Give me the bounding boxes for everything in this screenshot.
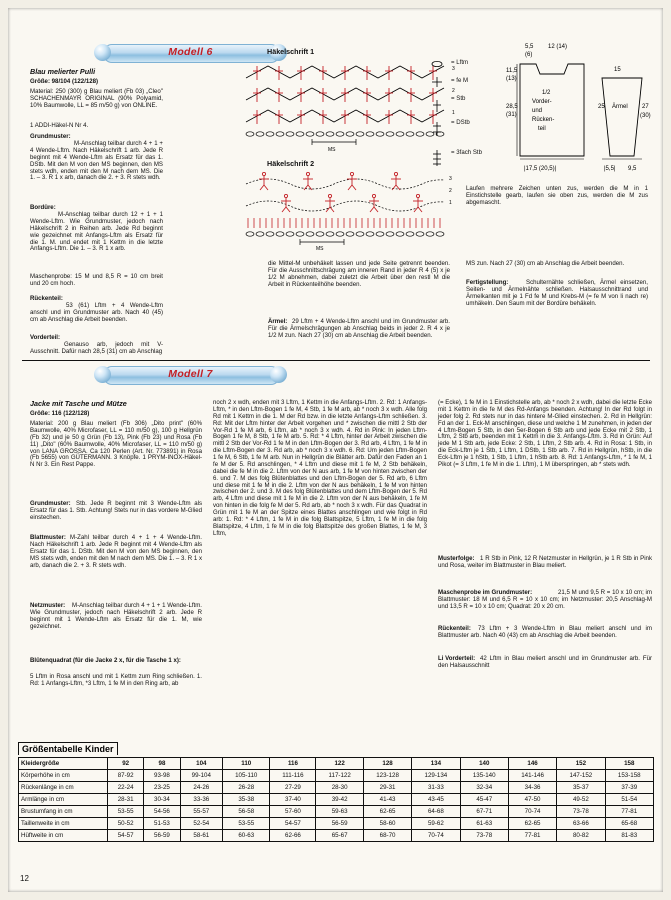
table-cell: 80-82 [557,830,605,842]
table-cell: 70-74 [508,806,556,818]
table-cell: 54-56 [144,806,180,818]
table-cell: 61-63 [460,818,508,830]
size-table-title: Größentabelle Kinder [18,742,118,755]
table-header-cell: 98 [144,758,180,770]
table-cell: 49-52 [557,794,605,806]
svg-text:Vorder-: Vorder- [532,99,552,105]
table-cell: 64-68 [412,806,460,818]
table-header-cell: 158 [605,758,653,770]
table-cell: 153-158 [605,770,653,782]
table-cell: 93-98 [144,770,180,782]
svg-text:Ärmel: Ärmel [612,104,628,110]
table-cell: 77-81 [605,806,653,818]
svg-text:1: 1 [452,110,455,116]
table-cell: 117-122 [316,770,364,782]
modell7-musterfolge-head: Musterfolge: [438,555,475,562]
table-header-cell: 134 [412,758,460,770]
modell6-footer-note: Laufen mehrere Zeichen unten zus, werden die M in 1 Einstichstelle gearb, laufen sie oben zus, werden die M zus abgemascht. [466,185,648,206]
legend-item-2: = Stb [451,95,466,102]
table-cell: 28-30 [316,782,364,794]
modell7-livorderteil-head: Li Vorderteil: [438,655,476,662]
modell6-size: Größe: 98/104 (122/128) [30,78,99,85]
table-cell: 62-65 [508,818,556,830]
table-header-cell: 152 [557,758,605,770]
table-cell: 30-34 [144,794,180,806]
svg-text:Rücken-: Rücken- [532,117,555,123]
svg-text:|5,5|: |5,5| [604,166,616,172]
svg-text:2: 2 [452,88,455,94]
table-header-cell: 110 [222,758,270,770]
modell6-rueckenteil: 53 (61) Lftm + 4 Wende-Lftm anschl und im Grundmuster arb. Nach 40 (45) cm ab Anschlag die Arbeit beenden. [30,302,163,323]
table-cell: 32-34 [460,782,508,794]
table-cell: 27-29 [270,782,316,794]
table-cell: 65-68 [605,818,653,830]
modell6-banner-label: Modell 6 [168,46,213,58]
chart1-label: Häkelschrift 1 [267,47,315,56]
table-cell: 62-66 [270,830,316,842]
table-cell: 59-63 [316,806,364,818]
modell6-fertigstellung: Schulternähte schließen, Ärmel einsetzen, Seiten- und Ärmelnähte schließen. Halsausschnittrand und Ärmelkanten mit je 1 Fd fe M und Krebs-M (= fe M von li nach re) umhäkeln. Den Saum mit der Bordüre behäkeln. [466,279,648,307]
table-cell: 147-152 [557,770,605,782]
table-header-cell: 128 [363,758,411,770]
table-cell: 87-92 [108,770,144,782]
page-surface [8,8,663,892]
modell7-bluetenquadrat-head: Blütenquadrat (für die Jacke 2 x, für die Tasche 1 x): [30,657,181,664]
table-cell: 68-70 [363,830,411,842]
svg-text:(13): (13) [506,76,517,82]
modell7-size: Größe: 116 (122/128) [30,410,90,417]
modell6-vorderteil-head: Vorderteil: [30,334,61,341]
table-cell: 50-52 [108,818,144,830]
table-cell: 135-140 [460,770,508,782]
table-cell: 81-83 [605,830,653,842]
svg-text:(31): (31) [506,112,517,118]
haekelschrift-1-chart [240,58,460,153]
chart2-label: Häkelschrift 2 [267,159,315,168]
table-cell: 53-55 [108,806,144,818]
modell7-blattmuster: M-Zahl teilbar durch 4 + 1 + 4 Wende-Lftm. Nach Häkelschrift 1 arb. Jede R beginnt mit 4 Wende-Lftm als Ersatz für das 1. DStb. Mit den M von den MS beginnen, den MS stets wdh, enden mit den M nach dem MS. Die 1. – 3. R 1 x arb, danach die 2. + 3. R stets wdh. [30,534,202,569]
modell6-title: Blau melierter Pulli [30,67,96,76]
modell6-aermel: 29 Lftm + 4 Wende-Lftm anschl und im Grundmuster arb. Für die Ärmelschrägungen ab Anschlag beids in jeder 2. R 4 x je 1/2 M zun. Nach 27 (30) cm ab Anschlag die Arbeit beenden. [268,318,450,339]
legend-item-0: = Lftm [451,59,469,66]
modell7-maschenprobe-head: Maschenprobe im Grundmuster: [438,589,533,596]
modell6-bordure: M-Anschlag teilbar durch 12 + 1 + 1 Wende-Lftm. Wie Grundmuster, jedoch nach Häkelschrift 2 in Reihen arb. Jede Rd beginnt wie gezeichnet mit Anfangs-Lftm als Ersatz für die 1. M. und endet mit 1 Kettm in die letzte Anfangs-Lftm. Die 1. – 3. R 1 x arb. [30,211,163,253]
table-cell: 54-57 [270,818,316,830]
table-cell: 129-134 [412,770,460,782]
svg-text:5,5: 5,5 [525,44,534,50]
svg-text:und: und [532,108,543,114]
table-cell: 73-78 [557,806,605,818]
svg-text:12 (14): 12 (14) [548,44,568,50]
svg-text:27: 27 [642,104,649,110]
table-cell: 65-67 [316,830,364,842]
modell6-grundmuster-head: Grundmuster: [30,133,71,140]
modell7-blattmuster-head: Blattmuster: [30,534,66,541]
table-row-label: Armlänge in cm [19,794,108,806]
haekelschrift-2-chart [240,170,460,252]
table-cell: 28-31 [108,794,144,806]
table-cell: 59-62 [412,818,460,830]
svg-text:3: 3 [452,66,455,72]
table-cell: 37-39 [605,782,653,794]
section-divider [22,360,650,361]
table-cell: 35-38 [222,794,270,806]
svg-text:15: 15 [614,67,621,73]
table-cell: 29-31 [363,782,411,794]
svg-text:3: 3 [449,176,452,182]
table-row-label: Hüftweite in cm [19,830,108,842]
modell6-bordure-head: Bordüre: [30,204,56,211]
svg-text:25: 25 [598,104,605,110]
table-cell: 62-65 [363,806,411,818]
table-row-label: Rückenlänge in cm [19,782,108,794]
table-cell: 55-57 [180,806,222,818]
table-cell: 111-116 [270,770,316,782]
modell7-bluetenquadrat: 5 Lftm in Rosa anschl und mit 1 Kettm zum Ring schließen. 1. Rd: 1 Anfangs-Lftm, *3 Lftm, 1 fe M in den Ring arb, ab [30,673,202,687]
modell7-netzmuster: M-Anschlag teilbar durch 4 + 1 + 1 Wende-Lftm. Wie Grundmuster, jedoch nach Häkelschrift 2 arb. Jede R beginnt mit 1 Wende-Lftm als Ersatz für die 1. M, wie gezeichnet. [30,602,202,630]
table-cell: 23-25 [144,782,180,794]
modell7-rueckenteil-head: Rückenteil: [438,625,471,632]
table-header-cell: 116 [270,758,316,770]
table-cell: 33-36 [180,794,222,806]
table-cell: 56-59 [316,818,364,830]
size-table-block [18,739,654,842]
svg-text:(6): (6) [525,52,533,58]
table-cell: 37-40 [270,794,316,806]
table-cell: 24-26 [180,782,222,794]
modell7-banner [103,366,278,383]
table-header-cell: 92 [108,758,144,770]
table-cell: 67-71 [460,806,508,818]
modell6-maschenprobe: Maschenprobe: 15 M und 8,5 R = 10 cm breit und 20 cm hoch. [30,273,163,287]
table-header-cell: 140 [460,758,508,770]
table-cell: 35-37 [557,782,605,794]
table-cell: 26-28 [222,782,270,794]
table-cell: 47-50 [508,794,556,806]
table-cell: 58-60 [363,818,411,830]
modell7-grundmuster: Stb. Jede R beginnt mit 3 Wende-Lftm als Ersatz für das 1. Stb. Achtung! Stets nur in das vordere M-Glied einstechen. [30,500,202,521]
modell6-material: Material: 250 (300) g Blau meliert (Fb 03) „Cleo" SCHACHENMAYR ORIGINAL (90% Polyamid, 10% Baumwolle, LL = 85 m/50 g) von ONLINE. [30,88,163,109]
table-cell: 52-54 [180,818,222,830]
table-cell: 56-59 [144,830,180,842]
table-cell: 43-45 [412,794,460,806]
table-cell: 39-42 [316,794,364,806]
table-header-cell: 104 [180,758,222,770]
table-cell: 123-128 [363,770,411,782]
modell6-grundmuster: M-Anschlag teilbar durch 4 + 1 + 4 Wende-Lftm. Nach Häkelschrift 1 arb. Jede R beginnt mit 4 Wende-Lftm als Ersatz für das 1. DStb. Mit den M von den MS beginnen, den MS stets wdh, enden mit den M nach dem MS. Die 1. – 3. R 1 x arb, danach die 2. + 3. R stets wdh. [30,140,163,182]
garment-schema [506,38,654,188]
table-row [19,782,654,794]
svg-text:MS: MS [328,147,336,153]
svg-text:1/2: 1/2 [542,90,551,96]
table-cell: 63-66 [557,818,605,830]
modell7-livorderteil: 42 Lftm in Blau meliert anschl und im Grundmuster arb. Für den Halsausschnitt [438,655,652,669]
table-row [19,770,654,782]
table-cell: 22-24 [108,782,144,794]
table-row [19,794,654,806]
svg-text:|17,5 (20,5)|: |17,5 (20,5)| [524,166,557,172]
modell6-vorderteil: Genauso arb, jedoch mit V-Ausschnitt. Dafür nach 28,5 (31) cm ab Anschlag [30,341,163,355]
table-row [19,830,654,842]
table-cell: 51-53 [144,818,180,830]
table-row-label: Körperhöhe in cm [19,770,108,782]
table-header-cell: 122 [316,758,364,770]
table-cell: 77-81 [508,830,556,842]
modell7-grundmuster-head: Grundmuster: [30,500,71,507]
size-table [18,757,654,842]
table-cell: 53-55 [222,818,270,830]
modell6-rueckenteil-head: Rückenteil: [30,295,63,302]
modell7-netzmuster-head: Netzmuster: [30,602,66,609]
table-cell: 70-74 [412,830,460,842]
svg-text:1: 1 [449,200,452,206]
svg-text:9,5: 9,5 [628,166,637,172]
modell7-musterfolge: 1 R Stb in Pink, 12 R Netzmuster in Hellgrün, je 1 R Stb in Pink und Rosa, weiter im Blattmuster in Blau meliert. [438,555,652,569]
table-row-label: Brustumfang in cm [19,806,108,818]
table-cell: 73-78 [460,830,508,842]
modell7-rueckenteil: 73 Lftm + 3 Wende-Lftm in Blau meliert anschl und im Blattmuster arb. Nach 40 (43) cm ab Anschlag die Arbeit beenden. [438,625,652,639]
table-cell: 31-33 [412,782,460,794]
svg-text:2: 2 [449,188,452,194]
modell7-col2: noch 2 x wdh, enden mit 3 Lftm, 1 Kettm in die Anfangs-Lftm. 2. Rd: 1 Anfangs-Lftm, * in den Lftm-Bogen 1 fe M, 4 Stb, 1 fe M arb, ab * noch 3 x wdh. Alle folg Rd mit 1 Kettm in die 1. M der Rd bzw. in die letzte Anfangs-Lftm schließen. 3. Rd: Mit der Lftm hinter der Arbeit vorgehen und * zwischen die mittl 2 Stb der Vor-Rd 1 fe M arb, 6 Lftm, ab * noch 3 x wdh. 4. Rd in Pink: In jeden Lftm-Bogen 1 fe M, 8 Stb, 1 fe M arb. 5. Rd: * 4 Lftm, hinter der Arbeit zwischen die mittl 2 Stb der Vor-Rd 1 fe M in den Lftm-Bogen der 3. Rd arb, 4 Lftm, 1 fe M in die Lftm-Bogen der 3. Rd arb, ab * noch 3 x wdh. 6. Rd: Um jeden Lftm-Bogen 1 fe M, 6 Stb, 1 fe M arb. Nun in Hellgrün die Blätter arb. Dafür den Faden an 1 fe M der 5. Rd anschlingen, * 4 Lftm und diese mit 1 fe M, 2 Stb behäkeln, dabei die fe M in die 2. Lftm von der N aus arb, 1 fe M von hinten zwischen der 6. und 7. M des folg Blütenblattes und den Lftm-Bogen der 5. Rd arb, 6 Lftm und diese mit 1 fe M in die 2. Lftm von der N aus behäkeln, 1 fe M von hinten zwischen der 2. und 3. M des folg Blütenblattes und dem Lftm-Bogen der 5. Rd arb, 4 Lftm und diese mit 1 fe M in die 2. Lftm von der N aus behäkeln, 1 fe M von hinten in die folg fe M der 5. Rd arb, ab * noch 3 x wdh. Für das Quadrat in Grün mit 1 fe M an der Spitze eines Blattes anschlingen und wie folgt in Rd arb: 1. Rd: * 4 Lftm, 1 fe M in die folg Blattspitze, 5 Lftm, 1 fe M in die folg Blattspitze, 4 Lftm, 1 fe M in die folg Blattspitze des großen Blattes, 1 fe M, 3 Lftm, [213,399,427,537]
table-cell: 56-58 [222,806,270,818]
table-row [19,818,654,830]
modell6-needles: 1 ADDI-Häkel-N Nr 4. [30,122,89,129]
svg-text:teil: teil [538,126,546,132]
table-header-cell: 146 [508,758,556,770]
table-cell: 99-104 [180,770,222,782]
modell6-col3: MS zun. Nach 27 (30) cm ab Anschlag die Arbeit beenden. [466,260,625,267]
table-cell: 141-146 [508,770,556,782]
table-cell: 57-60 [270,806,316,818]
table-cell: 60-63 [222,830,270,842]
table-row-label: Taillenweite in cm [19,818,108,830]
table-cell: 105-110 [222,770,270,782]
svg-text:MS: MS [316,246,324,252]
table-cell: 41-43 [363,794,411,806]
modell7-title: Jacke mit Tasche und Mütze [30,399,127,408]
svg-text:11,5: 11,5 [506,68,518,74]
legend-item-4: = 3fach Stb [451,149,482,156]
modell6-col2: die Mittel-M unbehäkelt lassen und jede Seite getrennt beenden. Für die Ausschnittschrägung am inneren Rand in jeder R 4 (5) x je 1/2 M abnehmen, dabei zuletzt die Arbeit über den restl M die Arbeit in Rückenteilhöhe beenden. [268,260,450,288]
page-number: 12 [20,874,29,883]
modell7-col3: (= Ecke), 1 fe M in 1 Einstichstelle arb, ab * noch 2 x wdh, dabei die letzte Ecke mit 1 Kettm in die fe M des Rd-Anfangs beenden. Achtung! In der Rd folgt in jeder folg 2. Rd stets nur in das hintere M-Glied einstechen. 2. Rd in Hellgrün: Fd an der 1. Eck-M anschlingen, diese und welche 1 M zunehmen, in jeden der 4 Lftm-Bogen 5 Stb, in den 5er-Bogen 6 Stb arb und jede Ecke mit 2 Stb, 1 Lftm, 2 Stb arb, beenden mit 1 Kettm in die 3. Anfangs-Lftm. 3. Rd in Grün: Auf jede M 1 Stb arb, jede Ecke: 2 Stb, 1 Lftm, 2 Stb arb. 4. Rd in Rosa: 1 Stb, in die Eck-Lftm je 1 Stb, 1 Lftm, 1 DStb, 1 Stb arb. 7. Rd in Hellgrün, hStb, in die Eck-Lftm je 1 hStb, 1 Stb, 1 Lftm, 1 hStb arb. 8. Rd: 1 Anfangs-Lftm, * 1 fe M, 1 Pikot (= 3 Lftm, 1 fe M in die 1. Lftm), 1 M überspringen, ab * stets wdh. [438,399,652,468]
table-row [19,806,654,818]
modell7-banner-label: Modell 7 [168,368,213,380]
legend-item-3: = DStb [451,119,470,126]
modell6-aermel-head: Ärmel: [268,318,288,325]
table-header-row [19,758,654,770]
svg-text:(30): (30) [640,113,651,119]
legend-item-1: = fe M [451,77,469,84]
table-cell: 34-36 [508,782,556,794]
table-cell: 58-61 [180,830,222,842]
svg-text:28,5: 28,5 [506,104,518,110]
table-header-label: Kleidergröße [19,758,108,770]
modell6-fertigstellung-head: Fertigstellung: [466,279,509,286]
modell7-maschenprobe: 21,5 M und 9,5 R = 10 x 10 cm; im Blattmuster: 18 M und 6,5 R = 10 x 10 cm; im Netzmuster: 20,5 Anschlag-M und 13,5 R = 10 x 10 cm; Quadrat: 20 x 20 cm. [438,589,652,610]
table-cell: 54-57 [108,830,144,842]
table-cell: 51-54 [605,794,653,806]
table-cell: 45-47 [460,794,508,806]
modell7-material: Material: 200 g Blau meliert (Fb 306) „Dito print" (60% Baumwolle, 40% Microfaser, LL = 110 m/50 g), 100 g Hellgrün (Fb 32) und je 50 g Grün (Fb 13), Pink (Fb 23) und Rosa (Fb 11) „Dito" (60% Baumwolle, 40% Microfaser, LL = 110 m/50 g) von LANA GROSSA. Ca 120 Perlen (Art. Nr. 773891) in Rosa (Fb 5655) von GÜTERMANN. 3 Knöpfe. 1 PRYM-INOX-Häkel-N Nr 3. Ein Rest Pappe. [30,420,202,469]
